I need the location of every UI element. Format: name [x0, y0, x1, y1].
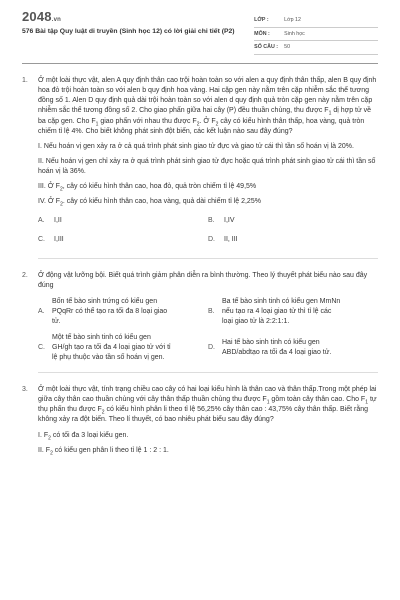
- question-text: [38, 76, 378, 137]
- text-part: có tối đa 3 loại kiểu gen.: [50, 431, 129, 439]
- option-letter: A.: [38, 216, 45, 224]
- text-part: III. Ở F: [38, 183, 60, 191]
- answer-option-a[interactable]: [38, 297, 208, 327]
- meta-row-subject: [254, 28, 378, 42]
- meta-value: Lớp 12: [284, 17, 301, 23]
- option-text: I,IV: [224, 216, 235, 224]
- statement-2: [38, 446, 378, 456]
- option-letter: C.: [38, 343, 45, 351]
- question-3: [22, 385, 378, 456]
- answer-options: [38, 216, 378, 254]
- question-body: [38, 76, 378, 254]
- text-part: giao phấn với nhau thu được F: [98, 117, 197, 125]
- statement-3: [38, 182, 378, 192]
- text-part: II. F: [38, 446, 51, 454]
- subscript: 2: [50, 450, 53, 457]
- option-text: II, III: [224, 235, 238, 243]
- question-number: 1.: [22, 77, 28, 85]
- text-part: . cây có kiểu hình thân cao, hoa vàng, quả dài chiếm tỉ lệ 2,25%: [62, 198, 261, 206]
- subscript: 2: [59, 186, 63, 193]
- answer-option-b[interactable]: [208, 297, 378, 327]
- logo-text: 2048: [22, 9, 52, 24]
- subscript: 1: [266, 399, 270, 406]
- answer-options: [38, 297, 378, 368]
- option-letter: D.: [208, 343, 215, 351]
- question-text: [38, 385, 378, 426]
- subscript: 2: [48, 434, 51, 441]
- statement-1: I. Nếu hoán vị gen xảy ra ở cả quá trình phát sinh giao tử đực và giao tử cái thì tần số hoán vị là 20%.: [38, 142, 354, 150]
- answer-option-a[interactable]: [38, 216, 208, 226]
- brand-block: [22, 10, 254, 36]
- text-part: dị hợp tử về ba cặp gen. Cho F: [38, 107, 372, 125]
- question-2: [22, 271, 378, 368]
- subscript: 1: [95, 120, 99, 127]
- text-part: Ở một loài thực vật, tính trạng chiều cao cây có hai loại kiểu hình là thân cao và thân thấp.Trong một phép lai giữa cây thân cao thuần chủng với cây thân thấp thuần chủng thu được F: [38, 385, 377, 404]
- text-part: , cây có kiểu hình thân cao, hoa đỏ, quả tròn chiếm tỉ lệ 49,5%: [62, 183, 257, 191]
- text-part: . Ở F: [199, 117, 216, 125]
- question-text: Ở động vật lưỡng bội. Biết quá trình giảm phân diễn ra bình thường. Theo lý thuyết phát biểu nào sau đây đúng: [38, 271, 368, 289]
- option-text: I,II: [54, 216, 62, 224]
- option-text: I,III: [54, 235, 64, 243]
- document-title: 576 Bài tập Quy luật di truyền (Sinh học 12) có lời giải chi tiết (P2): [22, 28, 235, 36]
- option-text: Ba tế bào sinh tinh có kiểu gen MmNn nếu tạo ra 4 loại giao tử thì tỉ lệ các loại giao tử là 2:2:1:1.: [222, 298, 341, 326]
- subscript: 1: [328, 110, 332, 117]
- answer-option-c[interactable]: [38, 235, 208, 245]
- meta-row-class: [254, 14, 378, 28]
- text-part: Ở một loài thực vật, alen A quy định thân cao trội hoàn toàn so với alen a quy định thân thấp, alen B quy định hoa đỏ trội hoàn toàn so với alen b quy định hoa vàng. Hai cặp gen này nằm trên cặp nhiễm sắc thể tương đồng số 1. Alen D quy định quả dài trội hoàn toàn so với alen d quy định quả tròn cặp gen này nằm trên cặp nhiễm sắc thể tương đồng số 2. Cho giao phấn giữa hai cây (P) đều thuần chủng, thu được F: [38, 77, 377, 115]
- question-number: 2.: [22, 271, 28, 279]
- subscript: 2: [60, 201, 63, 208]
- question-body: [38, 271, 378, 368]
- text-part: tự thụ phấn thu được F: [38, 396, 377, 414]
- statement-1: [38, 431, 378, 441]
- document-header: [22, 10, 378, 55]
- answer-option-d[interactable]: [208, 235, 378, 245]
- text-part: có kiểu gen phân li theo tỉ lệ 1 : 2 : 1.: [52, 446, 169, 454]
- answer-option-d[interactable]: [208, 333, 378, 363]
- meta-value: 50: [284, 44, 291, 51]
- subscript: 2: [196, 120, 200, 127]
- option-letter: B.: [208, 308, 215, 316]
- subscript: 1: [365, 399, 368, 406]
- question-divider: [38, 258, 378, 259]
- meta-row-count: [254, 41, 378, 55]
- text-part: gồm toàn cây thân cao. Cho F: [269, 396, 366, 404]
- subscript: 2: [101, 409, 105, 416]
- meta-key: LỚP :: [254, 17, 269, 23]
- meta-key: MÔN :: [254, 30, 270, 37]
- header-divider: [22, 63, 378, 64]
- option-letter: A.: [38, 308, 45, 316]
- metadata-table: [254, 14, 378, 55]
- statement-2: II. Nếu hoán vị gen chỉ xảy ra ở quá trình phát sinh giao tử đực hoặc quá trình phát sinh giao tử cái thì tần số hoán vị là 36%.: [38, 158, 376, 176]
- question-1: [22, 76, 378, 254]
- option-letter: D.: [208, 235, 215, 243]
- option-letter: B.: [208, 216, 215, 224]
- meta-key: SỐ CÂU :: [254, 44, 279, 51]
- option-text: Một tế bào sinh tinh có kiểu gen GH/gh tạo ra tối đa 4 loại giao tử với tỉ lệ phụ thuộc vào tần số hoán vị gen.: [52, 333, 171, 361]
- text-part: cây có kiểu hình thân thấp, hoa vàng, quả tròn chiếm tỉ lệ 4%. Cho biết không phát sinh đột biến, các kết luận nào sau đây đúng?: [38, 117, 365, 135]
- text-part: có kiểu hình phân li theo tỉ lệ 56,25% cây thân cao : 43,75% cây thân thấp. Biết rằng không xảy ra đột biến. Theo lí thuyết, có bao nhiêu phát biểu sau đây đúng?: [38, 406, 369, 424]
- logo-suffix: .vn: [51, 17, 62, 23]
- meta-value: Sinh học: [284, 30, 305, 37]
- statement-4: [38, 197, 378, 207]
- option-text: Bốn tế bào sinh trứng có kiểu gen PQqRr có thể tạo ra tối đa 8 loại giao tử.: [52, 298, 168, 326]
- subscript: 2: [215, 120, 219, 127]
- question-body: [38, 385, 378, 456]
- question-number: 3.: [22, 385, 28, 393]
- text-part: I. F: [38, 431, 49, 439]
- answer-option-b[interactable]: [208, 216, 378, 226]
- answer-option-c[interactable]: [38, 333, 208, 363]
- question-divider: [38, 372, 378, 373]
- site-logo[interactable]: [22, 10, 254, 24]
- text-part: IV. Ở F: [38, 198, 61, 206]
- option-letter: C.: [38, 235, 45, 243]
- option-text: Hai tế bào sinh tinh có kiểu gen ABD/abdtạo ra tối đa 4 loại giao tử.: [222, 338, 332, 356]
